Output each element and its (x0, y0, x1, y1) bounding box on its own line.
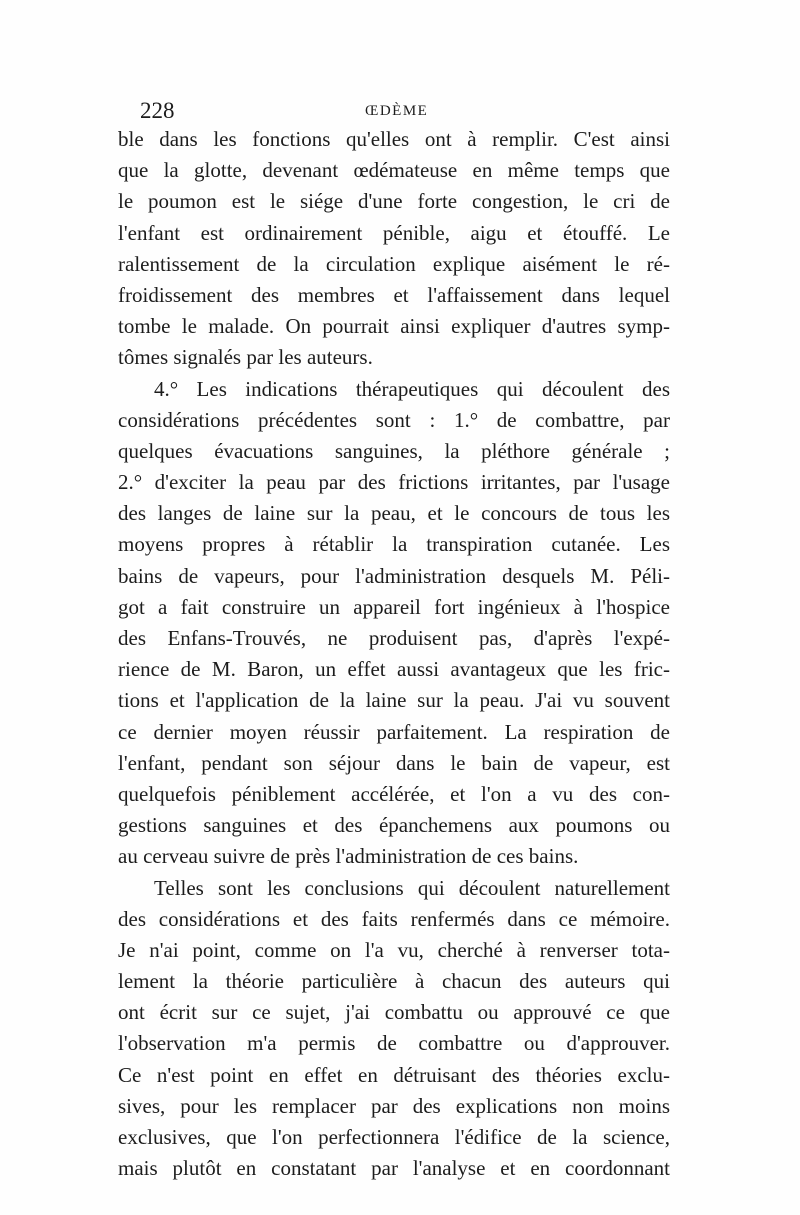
text-line: froidissement des membres et l'affaissement dans lequel (118, 282, 670, 307)
text-line: Ce n'est point en effet en détruisant des théories exclu- (118, 1062, 670, 1087)
text-line: got a fait construire un appareil fort ingénieux à l'hospice (118, 594, 670, 619)
running-head (140, 96, 670, 126)
text-line: moyens propres à rétablir la transpiration cutanée. Les (118, 532, 670, 557)
text-line: tions et l'application de la laine sur la peau. J'ai vu souvent (118, 688, 670, 713)
text-line: mais plutôt en constatant par l'analyse et en coordonnant (118, 1156, 670, 1181)
text-line: gestions sanguines et des épanchemens aux poumons ou (118, 813, 670, 838)
text-line: ce dernier moyen réussir parfaitement. La respiration de (118, 719, 670, 744)
text-line: tombe le malade. On pourrait ainsi expliquer d'autres symp- (118, 314, 670, 339)
text-line: sives, pour les remplacer par des explications non moins (118, 1093, 670, 1118)
text-line: ralentissement de la circulation explique aisément le ré- (118, 251, 670, 276)
text-line: ont écrit sur ce sujet, j'ai combattu ou approuvé ce que (118, 1000, 670, 1025)
text-line: rience de M. Baron, un effet aussi avantageux que les fric- (118, 657, 670, 682)
body-text (118, 124, 670, 1184)
text-line: quelquefois péniblement accélérée, et l'on a vu des con- (118, 781, 670, 806)
text-line: lement la théorie particulière à chacun des auteurs qui (118, 969, 670, 994)
running-title: ŒDÈME (365, 103, 429, 119)
text-line: quelques évacuations sanguines, la pléthore générale ; (118, 438, 670, 463)
text-line: des considérations et des faits renfermés dans ce mémoire. (118, 906, 670, 931)
text-line: le poumon est le siége d'une forte congestion, le cri de (118, 189, 670, 214)
text-line: au cerveau suivre de près l'administration de ces bains. (118, 844, 579, 869)
text-line: tômes signalés par les auteurs. (118, 345, 373, 370)
text-line: que la glotte, devenant œdémateuse en même temps que (118, 158, 670, 183)
text-line: des Enfans-Trouvés, ne produisent pas, d'après l'expé- (118, 626, 670, 650)
text-line: 4.° Les indications thérapeutiques qui découlent des (154, 376, 670, 401)
text-line: ble dans les fonctions qu'elles ont à remplir. C'est ainsi (118, 127, 670, 151)
text-line: considérations précédentes sont : 1.° de combattre, par (118, 407, 670, 432)
text-line: Telles sont les conclusions qui découlent naturellement (154, 875, 670, 900)
text-line: bains de vapeurs, pour l'administration desquels M. Péli- (118, 563, 670, 588)
text-line: Je n'ai point, comme on l'a vu, cherché à renverser tota- (118, 937, 670, 962)
text-line: l'observation m'a permis de combattre ou d'approuver. (118, 1031, 670, 1056)
text-line: l'enfant est ordinairement pénible, aigu et étouffé. Le (118, 220, 670, 245)
text-line: 2.° d'exciter la peau par des frictions irritantes, par l'usage (118, 470, 670, 495)
page-number: 228 (140, 98, 175, 123)
text-line: exclusives, que l'on perfectionnera l'édifice de la science, (118, 1125, 670, 1149)
text-line: des langes de laine sur la peau, et le concours de tous les (118, 501, 670, 526)
text-line: l'enfant, pendant son séjour dans le bain de vapeur, est (118, 750, 670, 775)
